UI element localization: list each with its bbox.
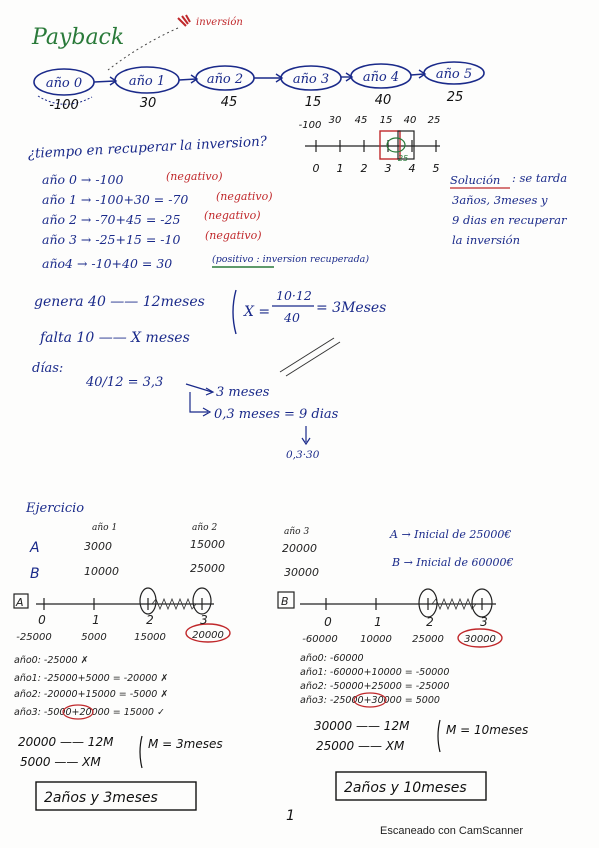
step-note: (negativo) xyxy=(166,170,223,183)
rule-result: = 3Meses xyxy=(316,300,387,316)
timeline-mark: 25 xyxy=(398,154,409,163)
solution-line: 3años, 3meses y xyxy=(452,193,548,207)
exercise-header: año 3 xyxy=(284,527,310,537)
cash-flow-chain xyxy=(34,62,484,104)
part-a-answer: 2años y 3meses xyxy=(44,790,158,806)
scanner-footer: Escaneado con CamScanner xyxy=(380,825,524,837)
rule-line: 20000 —— 12M xyxy=(18,735,114,749)
table-cell: 20000 xyxy=(282,542,317,555)
days-label: días: xyxy=(32,361,64,376)
step-note: (positivo : inversion recuperada) xyxy=(212,254,370,265)
part-a-box: A xyxy=(16,596,24,609)
step-line: año 0 → -100 xyxy=(42,172,124,187)
flow-value: -100 xyxy=(49,98,79,113)
flow-year: año 2 xyxy=(206,72,244,87)
flow-value: 25 xyxy=(446,90,464,105)
step-notes xyxy=(166,170,369,265)
timeline-value: 15 xyxy=(379,115,393,126)
flow-values xyxy=(49,90,463,113)
part-a-flows xyxy=(16,630,224,643)
exercise-headers xyxy=(92,523,309,537)
flow-year: año 5 xyxy=(435,67,473,82)
flow-value: 15 xyxy=(304,95,322,110)
rule-line: falta 10 —— X meses xyxy=(40,330,190,346)
calc-line: año2: -20000+15000 = -5000 ✗ xyxy=(14,689,169,700)
exercise-title: Ejercicio xyxy=(26,501,85,516)
rule-line: genera 40 —— 12meses xyxy=(34,294,205,310)
rule-x-label: X = xyxy=(244,304,271,320)
tick-label: 3 xyxy=(200,613,208,627)
calc-line: año1: -25000+5000 = -20000 ✗ xyxy=(14,673,169,684)
steps xyxy=(42,172,188,271)
days-division: 40/12 = 3,3 xyxy=(86,375,164,390)
exercise-table xyxy=(29,538,319,582)
part-b-lines xyxy=(300,653,449,707)
step-line: año 3 → -25+15 = -10 xyxy=(42,232,181,247)
exercise-header: año 2 xyxy=(192,523,218,533)
flow-year: año 3 xyxy=(292,72,330,87)
note-inversion: inversión xyxy=(196,17,243,28)
row-label: A xyxy=(30,540,40,556)
timeline-tick: 4 xyxy=(408,162,416,175)
days-months: 3 meses xyxy=(216,385,270,400)
calc-line: año2: -50000+25000 = -25000 xyxy=(300,681,450,692)
tick-label: 3 xyxy=(480,615,488,629)
solution-label: Solución xyxy=(450,173,501,187)
question: ¿tiempo en recuperar la inversion? xyxy=(27,133,268,162)
tick-label: 2 xyxy=(146,613,154,627)
flow-year: año 1 xyxy=(128,74,166,89)
calc-line: año1: -60000+10000 = -50000 xyxy=(300,667,450,678)
timeline-tick: 3 xyxy=(384,162,392,175)
flow-label: 10000 xyxy=(360,634,392,645)
rule-line: 30000 —— 12M xyxy=(314,719,410,733)
timeline-value: 25 xyxy=(427,115,441,126)
flow-label: -60000 xyxy=(302,634,338,645)
flow-label: 15000 xyxy=(134,632,166,643)
calc-line: año3: -5000+20000 = 15000 ✓ xyxy=(14,707,165,718)
part-a-rule xyxy=(18,735,223,769)
tick-label: 1 xyxy=(374,615,382,629)
step-note: (negativo) xyxy=(216,190,273,203)
calc-line: año0: -60000 xyxy=(300,653,364,664)
flow-value: 45 xyxy=(220,95,238,110)
table-cell: 30000 xyxy=(284,566,319,579)
table-cell: 25000 xyxy=(190,562,225,575)
tick-label: 2 xyxy=(426,615,434,629)
flow-year: año 4 xyxy=(362,70,400,85)
part-b-box: B xyxy=(281,595,289,608)
table-cell: 10000 xyxy=(84,565,119,578)
star-doodle-icon xyxy=(178,15,190,26)
rule-denominator: 40 xyxy=(284,310,300,325)
solution-line: la inversión xyxy=(452,233,520,247)
double-slash-doodle xyxy=(280,338,340,376)
part-a-lines xyxy=(14,655,168,719)
step-line: año 1 → -100+30 = -70 xyxy=(42,192,189,207)
days-calc: 0,3·30 xyxy=(286,449,320,461)
tick-label: 0 xyxy=(324,615,332,629)
flow-label: 30000 xyxy=(464,634,496,645)
timeline-value: -100 xyxy=(298,120,322,131)
tick-label: 0 xyxy=(38,613,46,627)
timeline-tick: 0 xyxy=(312,162,320,175)
rule-line: 25000 —— XM xyxy=(316,739,405,753)
rule-result: M = 10meses xyxy=(446,723,529,737)
solution-line: : se tarda xyxy=(512,171,568,185)
tick-label: 1 xyxy=(92,613,100,627)
flow-label: 25000 xyxy=(412,634,444,645)
solution-line: 9 dias en recuperar xyxy=(452,213,567,227)
step-note: (negativo) xyxy=(205,229,262,242)
row-label: B xyxy=(30,566,40,582)
part-a-ticks xyxy=(38,613,208,627)
rule-result: M = 3meses xyxy=(148,737,223,751)
timeline-top xyxy=(305,131,440,163)
initial-a: A → Inicial de 25000€ xyxy=(390,528,512,541)
exercise-header: año 1 xyxy=(92,523,118,533)
rule-numerator: 10·12 xyxy=(276,288,312,303)
page-title: Payback xyxy=(32,25,125,50)
table-cell: 3000 xyxy=(84,540,112,553)
step-line: año4 → -10+40 = 30 xyxy=(42,256,173,271)
timeline-tick: 1 xyxy=(336,162,344,175)
days-block xyxy=(32,361,339,461)
initial-b: B → Inicial de 60000€ xyxy=(392,556,514,569)
timeline-top-ticks xyxy=(313,162,440,175)
solution-block xyxy=(450,171,568,247)
initial-investments xyxy=(389,528,514,569)
flow-value: 40 xyxy=(374,93,392,108)
timeline-value: 40 xyxy=(403,115,417,126)
timeline-value: 45 xyxy=(354,115,368,126)
part-b-rule xyxy=(314,719,528,753)
table-cell: 15000 xyxy=(190,538,225,551)
calc-line: año0: -25000 ✗ xyxy=(14,655,89,666)
part-b-ticks xyxy=(324,615,488,629)
flow-year: año 0 xyxy=(45,76,83,91)
days-fraction: 0,3 meses = 9 dias xyxy=(214,407,339,422)
flow-label: 20000 xyxy=(192,630,224,641)
rule-of-three xyxy=(34,288,386,346)
timeline-tick: 5 xyxy=(432,162,440,175)
rule-line: 5000 —— XM xyxy=(20,755,101,769)
flow-label: 5000 xyxy=(81,632,107,643)
timeline-top-values xyxy=(299,115,441,131)
part-b-flows xyxy=(302,634,496,645)
part-b-answer: 2años y 10meses xyxy=(344,780,467,796)
flow-value: 30 xyxy=(139,96,157,111)
step-line: año 2 → -70+45 = -25 xyxy=(42,212,181,227)
step-note: (negativo) xyxy=(204,209,261,222)
timeline-tick: 2 xyxy=(360,162,368,175)
calc-line: año3: -25000+30000 = 5000 xyxy=(300,695,440,706)
flow-label: -25000 xyxy=(16,632,52,643)
timeline-value: 30 xyxy=(328,115,342,126)
page-number: 1 xyxy=(286,808,295,824)
